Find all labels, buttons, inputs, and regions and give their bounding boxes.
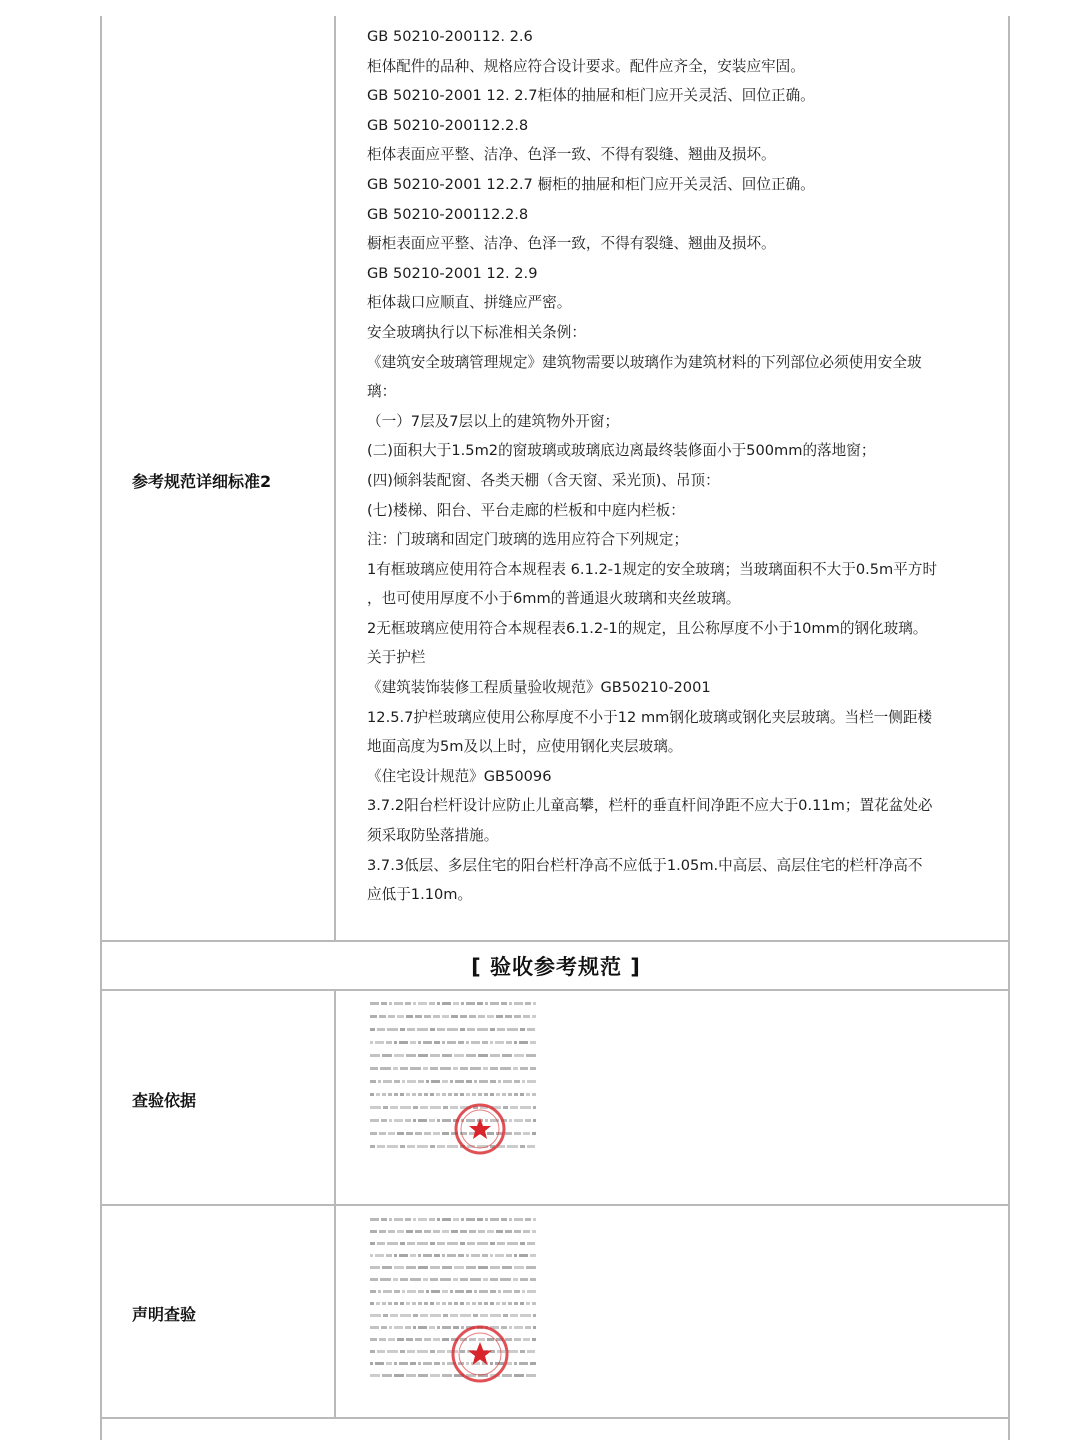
inspection-basis-document-image [368,996,544,1166]
standards-text-line: (七)楼梯、阳台、平台走廊的栏板和中庭内栏板： [367,501,685,519]
standards-text-line: 3.7.3低层、多层住宅的阳台栏杆净高不应低于1.05m.中高层、高层住宅的栏杆净高不 [367,856,923,874]
section-banner-title: [ 验收参考规范 ] [471,955,641,979]
table-left-border [100,16,102,1440]
standards-text-line: （一）7层及7层以上的建筑物外开窗； [367,412,620,430]
standards-text-line: 《建筑装饰装修工程质量验收规范》GB50210-2001 [367,679,711,697]
standards-text-line: 《建筑安全玻璃管理规定》建筑物需要以玻璃作为建筑材料的下列部位必须使用安全玻 [367,353,922,371]
row-label-declaration: 声明查验 [132,1305,197,1324]
standards-text-line: GB 50210-200112. 2.6 [367,28,533,45]
standards-text-line: GB 50210-2001 12. 2.9 [367,264,538,282]
standards-text-line: 璃： [367,383,397,401]
standards-text-line: 1有框玻璃应使用符合本规程表 6.1.2-1规定的安全玻璃；当玻璃面积不大于0.5m平方时 [367,560,938,578]
standards-text-line: GB 50210-2001 12.2.7 橱柜的抽屉和柜门应开关灵活、回位正确。 [367,175,815,193]
standards-text-line: 橱柜表面应平整、洁净、色泽一致，不得有裂缝、翘曲及损坏。 [367,235,776,253]
standards-text-line: 《住宅设计规范》GB50096 [367,767,552,785]
standards-text-line: 柜体裁口应顺直、拼缝应严密。 [367,294,572,312]
table-column-divider [334,16,336,942]
table-right-border [1008,16,1010,1440]
standards-text-line: 须采取防坠落措施。 [367,827,499,845]
standards-text-line: GB 50210-2001 12. 2.7柜体的抽屉和柜门应开关灵活、回位正确。 [367,87,815,105]
standards-text-line: (二)面积大于1.5m2的窗玻璃或玻璃底边离最终装修面小于500mm的落地窗； [367,442,876,460]
row-divider [100,1417,1010,1419]
standards-text-line: GB 50210-200112.2.8 [367,205,529,223]
standards-text-line: 应低于1.10m。 [367,886,473,904]
row-label-detail-standard: 参考规范详细标准2 [132,472,272,491]
standards-text-line: 地面高度为5m及以上时，应使用钢化夹层玻璃。 [367,738,683,756]
standards-text-line: 注：门玻璃和固定门玻璃的选用应符合下列规定； [367,531,689,549]
standards-text-line: 安全玻璃执行以下标准相关条例： [367,323,586,341]
row-label-inspection-basis: 查验依据 [132,1091,197,1110]
standards-text-block [367,22,992,910]
declaration-document-image [368,1212,544,1392]
standards-text-line: ，也可使用厚度不小于6mm的普通退火玻璃和夹丝玻璃。 [367,590,741,608]
standards-text-line: 柜体表面应平整、洁净、色泽一致、不得有裂缝、翘曲及损坏。 [367,146,776,164]
row-divider [100,1204,1010,1206]
standards-text-line: 3.7.2阳台栏杆设计应防止儿童高攀，栏杆的垂直杆间净距不应大于0.11m；置花盆处必 [367,797,933,815]
standards-text-line: 柜体配件的品种、规格应符合设计要求。配件应齐全，安装应牢固。 [367,57,805,75]
standards-text-line: (四)倾斜装配窗、各类天棚（含天窗、采光顶)、吊顶： [367,471,720,489]
standards-text-line: 2无框玻璃应使用符合本规程表6.1.2-1的规定，且公称厚度不小于10mm的钢化玻璃。 [367,619,928,637]
standards-text-line: 12.5.7护栏玻璃应使用公称厚度不小于12 mm钢化玻璃或钢化夹层玻璃。当栏一侧距楼 [367,708,933,726]
standards-text-line: GB 50210-200112.2.8 [367,116,529,134]
standards-text-line: 关于护栏 [367,649,426,667]
